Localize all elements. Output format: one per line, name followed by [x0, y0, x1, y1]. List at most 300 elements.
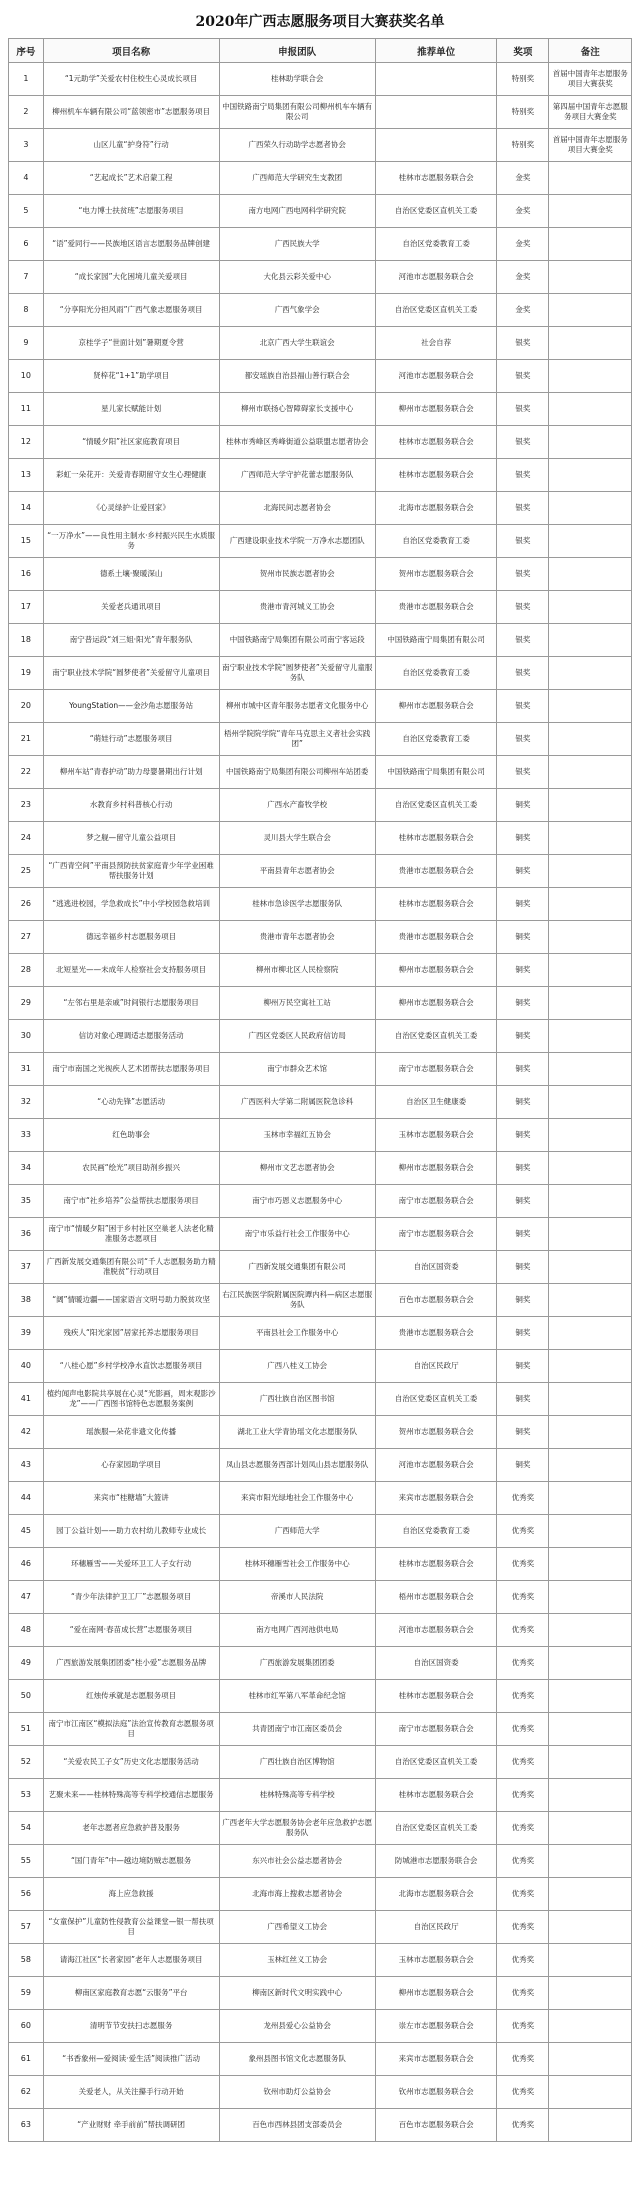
cell-award: 铜奖: [497, 1449, 549, 1482]
cell-recommender: 防城港市志愿服务联合会: [375, 1845, 497, 1878]
cell-project-name: “爱在南网·春苗成长营”志愿服务项目: [43, 1614, 219, 1647]
cell-applicant-team: 广西师范大学: [219, 1515, 375, 1548]
cell-applicant-team: 东兴市社会公益志愿者协会: [219, 1845, 375, 1878]
table-row: [9, 756, 632, 789]
cell-applicant-team: 贵港市青年志愿者协会: [219, 921, 375, 954]
cell-index: 46: [9, 1548, 44, 1581]
cell-award: 特别奖: [497, 63, 549, 96]
cell-project-name: 山区儿童“护身符”行动: [43, 129, 219, 162]
table-row: [9, 1812, 632, 1845]
cell-note: [549, 855, 632, 888]
cell-project-name: “逃逃进校园，学急救成长”中小学校园急救培训: [43, 888, 219, 921]
cell-award: 优秀奖: [497, 1746, 549, 1779]
table-row: [9, 393, 632, 426]
cell-index: 17: [9, 591, 44, 624]
cell-note: [549, 591, 632, 624]
table-row: [9, 2043, 632, 2076]
cell-award: 优秀奖: [497, 1779, 549, 1812]
cell-note: [549, 1878, 632, 1911]
cell-project-name: 广西旅游发展集团团委“桂小爱”志愿服务品牌: [43, 1647, 219, 1680]
cell-recommender: 自治区国资委: [375, 1647, 497, 1680]
cell-project-name: 海上应急救援: [43, 1878, 219, 1911]
cell-applicant-team: 北海民间志愿者协会: [219, 492, 375, 525]
cell-award: 铜奖: [497, 1152, 549, 1185]
cell-project-name: “产业财财 牵手前前”帮扶调研团: [43, 2109, 219, 2142]
cell-applicant-team: 中国铁路南宁局集团有限公司柳州机车车辆有限公司: [219, 96, 375, 129]
cell-index: 16: [9, 558, 44, 591]
cell-note: [549, 1119, 632, 1152]
cell-note: [549, 426, 632, 459]
cell-note: [549, 624, 632, 657]
table-row: [9, 261, 632, 294]
cell-award: 金奖: [497, 294, 549, 327]
cell-recommender: 河池市志愿服务联合会: [375, 261, 497, 294]
cell-recommender: 自治区党委教育工委: [375, 1515, 497, 1548]
cell-award: 铜奖: [497, 789, 549, 822]
cell-note: [549, 987, 632, 1020]
table-row: [9, 1878, 632, 1911]
cell-note: 首届中国青年志愿服务项目大赛获奖: [549, 63, 632, 96]
table-row: [9, 1449, 632, 1482]
table-row: [9, 1020, 632, 1053]
cell-project-name: 心存家园助学项目: [43, 1449, 219, 1482]
table-row: [9, 1119, 632, 1152]
cell-recommender: 桂林市志愿服务联合会: [375, 1779, 497, 1812]
cell-note: [549, 657, 632, 690]
cell-note: 第四届中国青年志愿服务项目大赛金奖: [549, 96, 632, 129]
cell-note: [549, 1482, 632, 1515]
cell-index: 27: [9, 921, 44, 954]
cell-index: 15: [9, 525, 44, 558]
cell-project-name: “情暖夕阳”社区家庭教育项目: [43, 426, 219, 459]
table-row: [9, 855, 632, 888]
cell-applicant-team: 柳州市文艺志愿者协会: [219, 1152, 375, 1185]
cell-award: 优秀奖: [497, 1548, 549, 1581]
cell-index: 40: [9, 1350, 44, 1383]
cell-note: [549, 2109, 632, 2142]
cell-applicant-team: 桂林环穗雁雪社会工作服务中心: [219, 1548, 375, 1581]
table-row: [9, 525, 632, 558]
table-row: [9, 1680, 632, 1713]
cell-project-name: “分享阳光分担风雨”广西气象志愿服务项目: [43, 294, 219, 327]
cell-award: 铜奖: [497, 1317, 549, 1350]
cell-index: 63: [9, 2109, 44, 2142]
cell-award: 铜奖: [497, 1284, 549, 1317]
cell-project-name: 瑶族服—朵花非遗文化传播: [43, 1416, 219, 1449]
cell-index: 8: [9, 294, 44, 327]
cell-index: 62: [9, 2076, 44, 2109]
cell-recommender: 自治区党委区直机关工委: [375, 1383, 497, 1416]
cell-recommender: 自治区国资委: [375, 1251, 497, 1284]
cell-index: 35: [9, 1185, 44, 1218]
cell-note: [549, 921, 632, 954]
cell-recommender: 自治区党委区直机关工委: [375, 1746, 497, 1779]
table-row: [9, 789, 632, 822]
table-row: [9, 1317, 632, 1350]
cell-project-name: YoungStation——金沙角志愿服务站: [43, 690, 219, 723]
cell-recommender: 中国铁路南宁局集团有限公司: [375, 756, 497, 789]
cell-award: 优秀奖: [497, 2076, 549, 2109]
cell-index: 5: [9, 195, 44, 228]
cell-project-name: “书香象州—爱阅读·爱生活”阅读推广活动: [43, 2043, 219, 2076]
cell-index: 3: [9, 129, 44, 162]
cell-award: 金奖: [497, 195, 549, 228]
cell-applicant-team: 南宁职业技术学院“圆梦使者”关爱留守儿童服务队: [219, 657, 375, 690]
cell-note: [549, 1614, 632, 1647]
cell-note: [549, 1416, 632, 1449]
cell-award: 铜奖: [497, 1119, 549, 1152]
cell-applicant-team: 南宁市乐益行社会工作服务中心: [219, 1218, 375, 1251]
cell-applicant-team: 都安瑶族自治县福山善行联合会: [219, 360, 375, 393]
table-row: [9, 657, 632, 690]
cell-index: 1: [9, 63, 44, 96]
table-row: [9, 1185, 632, 1218]
cell-award: 金奖: [497, 162, 549, 195]
cell-award: 银奖: [497, 756, 549, 789]
cell-project-name: 梦之舰—留守儿童公益项目: [43, 822, 219, 855]
cell-recommender: 百色市志愿服务联合会: [375, 2109, 497, 2142]
table-header-row: [9, 39, 632, 63]
cell-award: 优秀奖: [497, 1482, 549, 1515]
cell-project-name: 来宾市“桂糖墙”大篮讲: [43, 1482, 219, 1515]
cell-project-name: 植约闻声电影院共享展在心灵“光影画，周末观影沙龙”——广西图书馆特色志愿服务案例: [43, 1383, 219, 1416]
cell-index: 7: [9, 261, 44, 294]
cell-award: 特别奖: [497, 129, 549, 162]
cell-applicant-team: 广西师范大学守护花蕾志愿服务队: [219, 459, 375, 492]
cell-note: [549, 1020, 632, 1053]
cell-project-name: 清明节节安扶扫志愿服务: [43, 2010, 219, 2043]
cell-recommender: 桂林市志愿服务联合会: [375, 888, 497, 921]
cell-note: [549, 1515, 632, 1548]
cell-award: 优秀奖: [497, 1812, 549, 1845]
cell-applicant-team: 平南县青年志愿者协会: [219, 855, 375, 888]
cell-recommender: 玉林市志愿服务联合会: [375, 1944, 497, 1977]
cell-project-name: 园丁公益计划——助力农村幼儿教师专业成长: [43, 1515, 219, 1548]
cell-recommender: 柳州市志愿服务联合会: [375, 393, 497, 426]
cell-note: [549, 261, 632, 294]
cell-applicant-team: 广西民族大学: [219, 228, 375, 261]
cell-award: 银奖: [497, 327, 549, 360]
table-row: [9, 294, 632, 327]
table-row: [9, 2076, 632, 2109]
header-recommender: 推荐单位: [375, 39, 497, 63]
cell-award: 银奖: [497, 723, 549, 756]
cell-project-name: “1元助学”关爱农村住校生心灵成长项目: [43, 63, 219, 96]
table-row: [9, 195, 632, 228]
table-row: [9, 1614, 632, 1647]
cell-recommender: 北海市志愿服务联合会: [375, 492, 497, 525]
cell-recommender: 贵港市志愿服务联合会: [375, 591, 497, 624]
cell-note: [549, 1746, 632, 1779]
cell-project-name: 请海江社区“长者家园”老年人志愿服务项目: [43, 1944, 219, 1977]
table-row: [9, 723, 632, 756]
cell-applicant-team: 桂林市秀峰区秀峰街道公益联盟志愿者协会: [219, 426, 375, 459]
cell-project-name: 南宁普运段“刘三姐·阳光”青年服务队: [43, 624, 219, 657]
cell-note: [549, 1152, 632, 1185]
table-row: [9, 1746, 632, 1779]
cell-note: [549, 1713, 632, 1746]
cell-recommender: 河池市志愿服务联合会: [375, 1614, 497, 1647]
table-row: [9, 921, 632, 954]
cell-applicant-team: 广西师范大学研究生支教团: [219, 162, 375, 195]
table-row: [9, 1944, 632, 1977]
cell-award: 银奖: [497, 690, 549, 723]
cell-award: 铜奖: [497, 1020, 549, 1053]
cell-recommender: 自治区党委区直机关工委: [375, 294, 497, 327]
cell-applicant-team: 梧州学院院学院“青年马克思主义者社会实践团”: [219, 723, 375, 756]
cell-index: 43: [9, 1449, 44, 1482]
table-row: [9, 690, 632, 723]
cell-recommender: 柳州市志愿服务联合会: [375, 1152, 497, 1185]
cell-award: 银奖: [497, 492, 549, 525]
cell-recommender: 南宁市志愿服务联合会: [375, 1053, 497, 1086]
cell-index: 57: [9, 1911, 44, 1944]
cell-applicant-team: 广西荣久行动助学志愿者协会: [219, 129, 375, 162]
cell-award: 优秀奖: [497, 1977, 549, 2010]
cell-index: 59: [9, 1977, 44, 2010]
cell-project-name: 南宁市“情暖夕阳”困于乡村社区空巢老人法老化精准服务志愿项目: [43, 1218, 219, 1251]
cell-recommender: 南宁市志愿服务联合会: [375, 1713, 497, 1746]
cell-award: 优秀奖: [497, 1911, 549, 1944]
cell-index: 2: [9, 96, 44, 129]
cell-recommender: 梧州市志愿服务联合会: [375, 1581, 497, 1614]
cell-applicant-team: 右江民族医学院附属医院谭内科—病区志愿服务队: [219, 1284, 375, 1317]
cell-note: [549, 756, 632, 789]
cell-project-name: 京桂学子“世面计划”暑期夏令营: [43, 327, 219, 360]
cell-project-name: 南宁市江南区“模拟法庭”法治宣传教育志愿服务项目: [43, 1713, 219, 1746]
cell-applicant-team: 柳州市联扬心智障碍家长支援中心: [219, 393, 375, 426]
cell-index: 20: [9, 690, 44, 723]
cell-index: 14: [9, 492, 44, 525]
cell-project-name: 关爱老人，从关注攥手行动开始: [43, 2076, 219, 2109]
cell-index: 39: [9, 1317, 44, 1350]
cell-award: 优秀奖: [497, 1614, 549, 1647]
cell-index: 56: [9, 1878, 44, 1911]
cell-index: 36: [9, 1218, 44, 1251]
cell-applicant-team: 龙州县爱心公益协会: [219, 2010, 375, 2043]
cell-index: 37: [9, 1251, 44, 1284]
cell-applicant-team: 广西新发展交通集团有限公司: [219, 1251, 375, 1284]
cell-project-name: 柳州车站“青春护动”助力母婴暑期出行计划: [43, 756, 219, 789]
cell-index: 58: [9, 1944, 44, 1977]
table-row: [9, 1350, 632, 1383]
cell-note: [549, 2010, 632, 2043]
cell-index: 42: [9, 1416, 44, 1449]
cell-project-name: “八桂心愿”乡村学校净水直饮志愿服务项目: [43, 1350, 219, 1383]
cell-award: 银奖: [497, 558, 549, 591]
table-row: [9, 1383, 632, 1416]
cell-award: 优秀奖: [497, 1515, 549, 1548]
cell-project-name: 环穗雁雪——关爱环卫工人子女行动: [43, 1548, 219, 1581]
cell-note: [549, 195, 632, 228]
cell-index: 10: [9, 360, 44, 393]
cell-index: 38: [9, 1284, 44, 1317]
cell-recommender: 来宾市志愿服务联合会: [375, 1482, 497, 1515]
cell-index: 25: [9, 855, 44, 888]
cell-note: [549, 294, 632, 327]
cell-award: 特别奖: [497, 96, 549, 129]
cell-index: 21: [9, 723, 44, 756]
cell-index: 47: [9, 1581, 44, 1614]
cell-recommender: 自治区党委区直机关工委: [375, 1812, 497, 1845]
cell-applicant-team: 广西壮族自治区图书馆: [219, 1383, 375, 1416]
cell-recommender: 贺州市志愿服务联合会: [375, 1416, 497, 1449]
cell-award: 银奖: [497, 525, 549, 558]
cell-project-name: 南宁市“社乡培养”公益帮扶志愿服务项目: [43, 1185, 219, 1218]
cell-project-name: 农民画“绘光”项目助剂乡振兴: [43, 1152, 219, 1185]
cell-applicant-team: 广西老年大学志愿服务协会老年应急救护志愿服务队: [219, 1812, 375, 1845]
cell-note: [549, 1944, 632, 1977]
cell-note: [549, 1350, 632, 1383]
cell-applicant-team: 广西医科大学第二附属医院急诊科: [219, 1086, 375, 1119]
cell-note: [549, 2043, 632, 2076]
cell-note: [549, 228, 632, 261]
cell-applicant-team: 桂林市红军第八军革命纪念馆: [219, 1680, 375, 1713]
cell-note: [549, 822, 632, 855]
cell-award: 铜奖: [497, 1053, 549, 1086]
cell-project-name: “广西青空间”平南县预防扶贫家庭青少年学业困难帮扶服务计划: [43, 855, 219, 888]
cell-recommender: 桂林市志愿服务联合会: [375, 822, 497, 855]
table-row: [9, 954, 632, 987]
table-row: [9, 1053, 632, 1086]
cell-project-name: “女童保护”儿童防性侵教育公益课堂—银一帮扶项目: [43, 1911, 219, 1944]
cell-note: [549, 1383, 632, 1416]
cell-award: 优秀奖: [497, 2043, 549, 2076]
cell-recommender: 贵港市志愿服务联合会: [375, 1317, 497, 1350]
cell-recommender: 自治区党委教育工委: [375, 525, 497, 558]
cell-index: 60: [9, 2010, 44, 2043]
cell-recommender: 南宁市志愿服务联合会: [375, 1185, 497, 1218]
cell-award: 铜奖: [497, 1350, 549, 1383]
cell-project-name: 广西新发展交通集团有限公司“千人志愿服务助力精准脱贫”行动项目: [43, 1251, 219, 1284]
cell-project-name: 艺聚未来——桂林特殊高等专科学校通信志愿服务: [43, 1779, 219, 1812]
cell-project-name: “左邻右里是亲戚”时间银行志愿服务项目: [43, 987, 219, 1020]
cell-award: 金奖: [497, 261, 549, 294]
cell-project-name: 关爱老兵通讯项目: [43, 591, 219, 624]
header-project-name: 项目名称: [43, 39, 219, 63]
cell-index: 48: [9, 1614, 44, 1647]
header-index: 序号: [9, 39, 44, 63]
cell-applicant-team: 柳州市柳北区人民检察院: [219, 954, 375, 987]
cell-recommender: 柳州市志愿服务联合会: [375, 954, 497, 987]
cell-project-name: 老年志愿者应急救护普及服务: [43, 1812, 219, 1845]
cell-award: 优秀奖: [497, 1680, 549, 1713]
cell-recommender: 桂林市志愿服务联合会: [375, 1680, 497, 1713]
table-row: [9, 492, 632, 525]
cell-recommender: [375, 129, 497, 162]
cell-note: [549, 1680, 632, 1713]
cell-recommender: [375, 96, 497, 129]
cell-applicant-team: 桂林市急诊医学志愿服务队: [219, 888, 375, 921]
cell-note: [549, 393, 632, 426]
cell-recommender: 崇左市志愿服务联合会: [375, 2010, 497, 2043]
cell-applicant-team: 北海市海上搜救志愿者协会: [219, 1878, 375, 1911]
cell-recommender: 贺州市志愿服务联合会: [375, 558, 497, 591]
cell-applicant-team: 共青团南宁市江南区委员会: [219, 1713, 375, 1746]
table-row: [9, 1548, 632, 1581]
cell-award: 银奖: [497, 360, 549, 393]
cell-applicant-team: 广西建设职业技术学院一万净水志愿团队: [219, 525, 375, 558]
cell-project-name: 《心灵绿护·让爱回家》: [43, 492, 219, 525]
cell-project-name: 星儿家长赋能计划: [43, 393, 219, 426]
cell-note: [549, 723, 632, 756]
cell-index: 23: [9, 789, 44, 822]
cell-recommender: 北海市志愿服务联合会: [375, 1878, 497, 1911]
cell-applicant-team: 广西区党委区人民政府信访局: [219, 1020, 375, 1053]
cell-note: [549, 1086, 632, 1119]
table-row: [9, 1977, 632, 2010]
cell-note: [549, 327, 632, 360]
cell-award: 铜奖: [497, 1383, 549, 1416]
award-table: [8, 38, 632, 2142]
cell-applicant-team: 南方电网广西河池供电局: [219, 1614, 375, 1647]
table-row: [9, 228, 632, 261]
table-row: [9, 1482, 632, 1515]
cell-applicant-team: 百色市西林县团支部委员会: [219, 2109, 375, 2142]
header-applicant-team: 申报团队: [219, 39, 375, 63]
cell-index: 44: [9, 1482, 44, 1515]
cell-recommender: 河池市志愿服务联合会: [375, 360, 497, 393]
cell-applicant-team: 帝溪市人民法院: [219, 1581, 375, 1614]
cell-applicant-team: 钦州市助灯公益协会: [219, 2076, 375, 2109]
table-row: [9, 1911, 632, 1944]
cell-note: [549, 1581, 632, 1614]
table-body: [9, 63, 632, 2142]
cell-project-name: “语”爱同行——民族地区语言志愿服务品牌创建: [43, 228, 219, 261]
cell-index: 4: [9, 162, 44, 195]
cell-note: [549, 525, 632, 558]
cell-recommender: 桂林市志愿服务联合会: [375, 162, 497, 195]
table-row: [9, 426, 632, 459]
cell-award: 铜奖: [497, 1086, 549, 1119]
cell-recommender: 贵港市志愿服务联合会: [375, 855, 497, 888]
cell-project-name: 残疾人“阳光家园”居家托养志愿服务项目: [43, 1317, 219, 1350]
cell-index: 18: [9, 624, 44, 657]
cell-recommender: 自治区党委教育工委: [375, 657, 497, 690]
cell-applicant-team: 广西壮族自治区博物馆: [219, 1746, 375, 1779]
table-row: [9, 327, 632, 360]
cell-recommender: 自治区民政厅: [375, 1350, 497, 1383]
cell-recommender: 自治区党委区直机关工委: [375, 195, 497, 228]
cell-note: [549, 1548, 632, 1581]
cell-award: 优秀奖: [497, 1878, 549, 1911]
cell-project-name: 贤梓花“1+1”助学项目: [43, 360, 219, 393]
cell-award: 铜奖: [497, 855, 549, 888]
cell-note: [549, 954, 632, 987]
table-row: [9, 591, 632, 624]
cell-index: 13: [9, 459, 44, 492]
cell-note: [549, 1812, 632, 1845]
cell-award: 铜奖: [497, 822, 549, 855]
cell-recommender: 来宾市志愿服务联合会: [375, 2043, 497, 2076]
cell-award: 铜奖: [497, 1218, 549, 1251]
table-row: [9, 1779, 632, 1812]
cell-recommender: 钦州市志愿服务联合会: [375, 2076, 497, 2109]
cell-index: 22: [9, 756, 44, 789]
cell-applicant-team: 北京广西大学生联谊会: [219, 327, 375, 360]
cell-note: [549, 1779, 632, 1812]
cell-award: 优秀奖: [497, 2109, 549, 2142]
cell-index: 28: [9, 954, 44, 987]
table-row: [9, 1284, 632, 1317]
cell-applicant-team: 玉林市幸福红五协会: [219, 1119, 375, 1152]
table-row: [9, 624, 632, 657]
cell-recommender: 桂林市志愿服务联合会: [375, 1548, 497, 1581]
cell-applicant-team: 中国铁路南宁局集团有限公司南宁客运段: [219, 624, 375, 657]
cell-project-name: 红色助事会: [43, 1119, 219, 1152]
cell-recommender: 自治区民政厅: [375, 1911, 497, 1944]
cell-applicant-team: 桂林助学联合会: [219, 63, 375, 96]
